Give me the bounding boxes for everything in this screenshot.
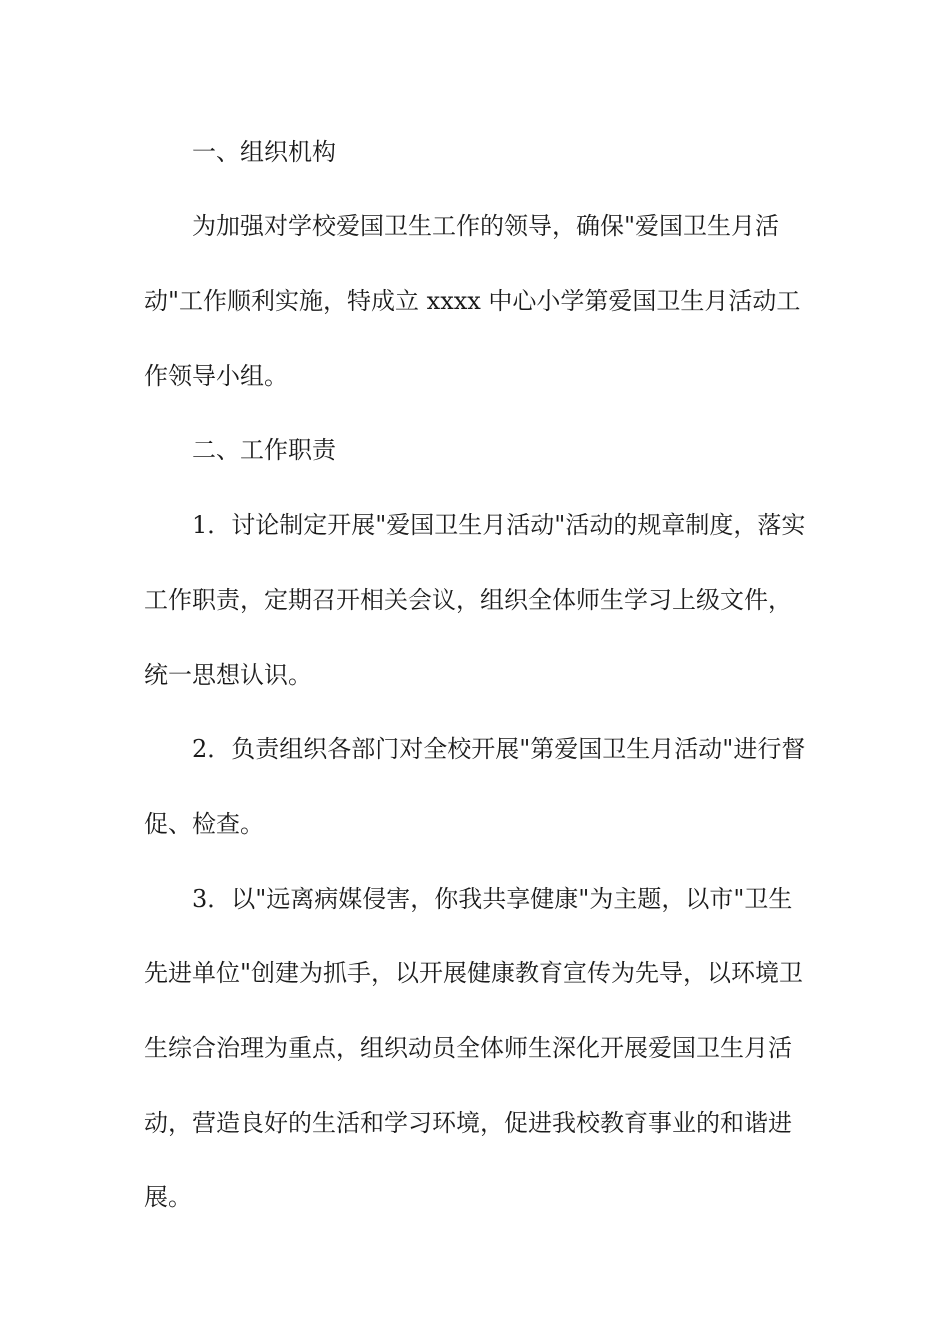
list-item-line: 促、检查。 <box>144 810 264 838</box>
list-item-line: 生综合治理为重点，组织动员全体师生深化开展爱国卫生月活 <box>144 1034 792 1062</box>
section-heading-duties: 二、工作职责 <box>192 436 336 464</box>
list-item-line: 统一思想认识。 <box>144 661 312 689</box>
list-item-line: 2．负责组织各部门对全校开展"第爱国卫生月活动"进行督 <box>192 735 806 763</box>
list-item-line: 先进单位"创建为抓手，以开展健康教育宣传为先导，以环境卫 <box>144 959 804 987</box>
section-heading-organization: 一、组织机构 <box>192 138 336 166</box>
list-item-line: 1．讨论制定开展"爱国卫生月活动"活动的规章制度，落实 <box>192 511 806 539</box>
paragraph-line: 动"工作顺利实施，特成立 xxxx 中心小学第爱国卫生月活动工 <box>144 287 801 315</box>
list-item-line: 工作职责，定期召开相关会议，组织全体师生学习上级文件， <box>144 586 792 614</box>
list-item-line: 展。 <box>144 1183 192 1211</box>
list-item-line: 动，营造良好的生活和学习环境，促进我校教育事业的和谐进 <box>144 1109 792 1137</box>
list-item-line: 3．以"远离病媒侵害，你我共享健康"为主题，以市"卫生 <box>192 885 793 913</box>
paragraph-line: 作领导小组。 <box>144 362 288 390</box>
paragraph-line: 为加强对学校爱国卫生工作的领导，确保"爱国卫生月活 <box>192 212 780 240</box>
